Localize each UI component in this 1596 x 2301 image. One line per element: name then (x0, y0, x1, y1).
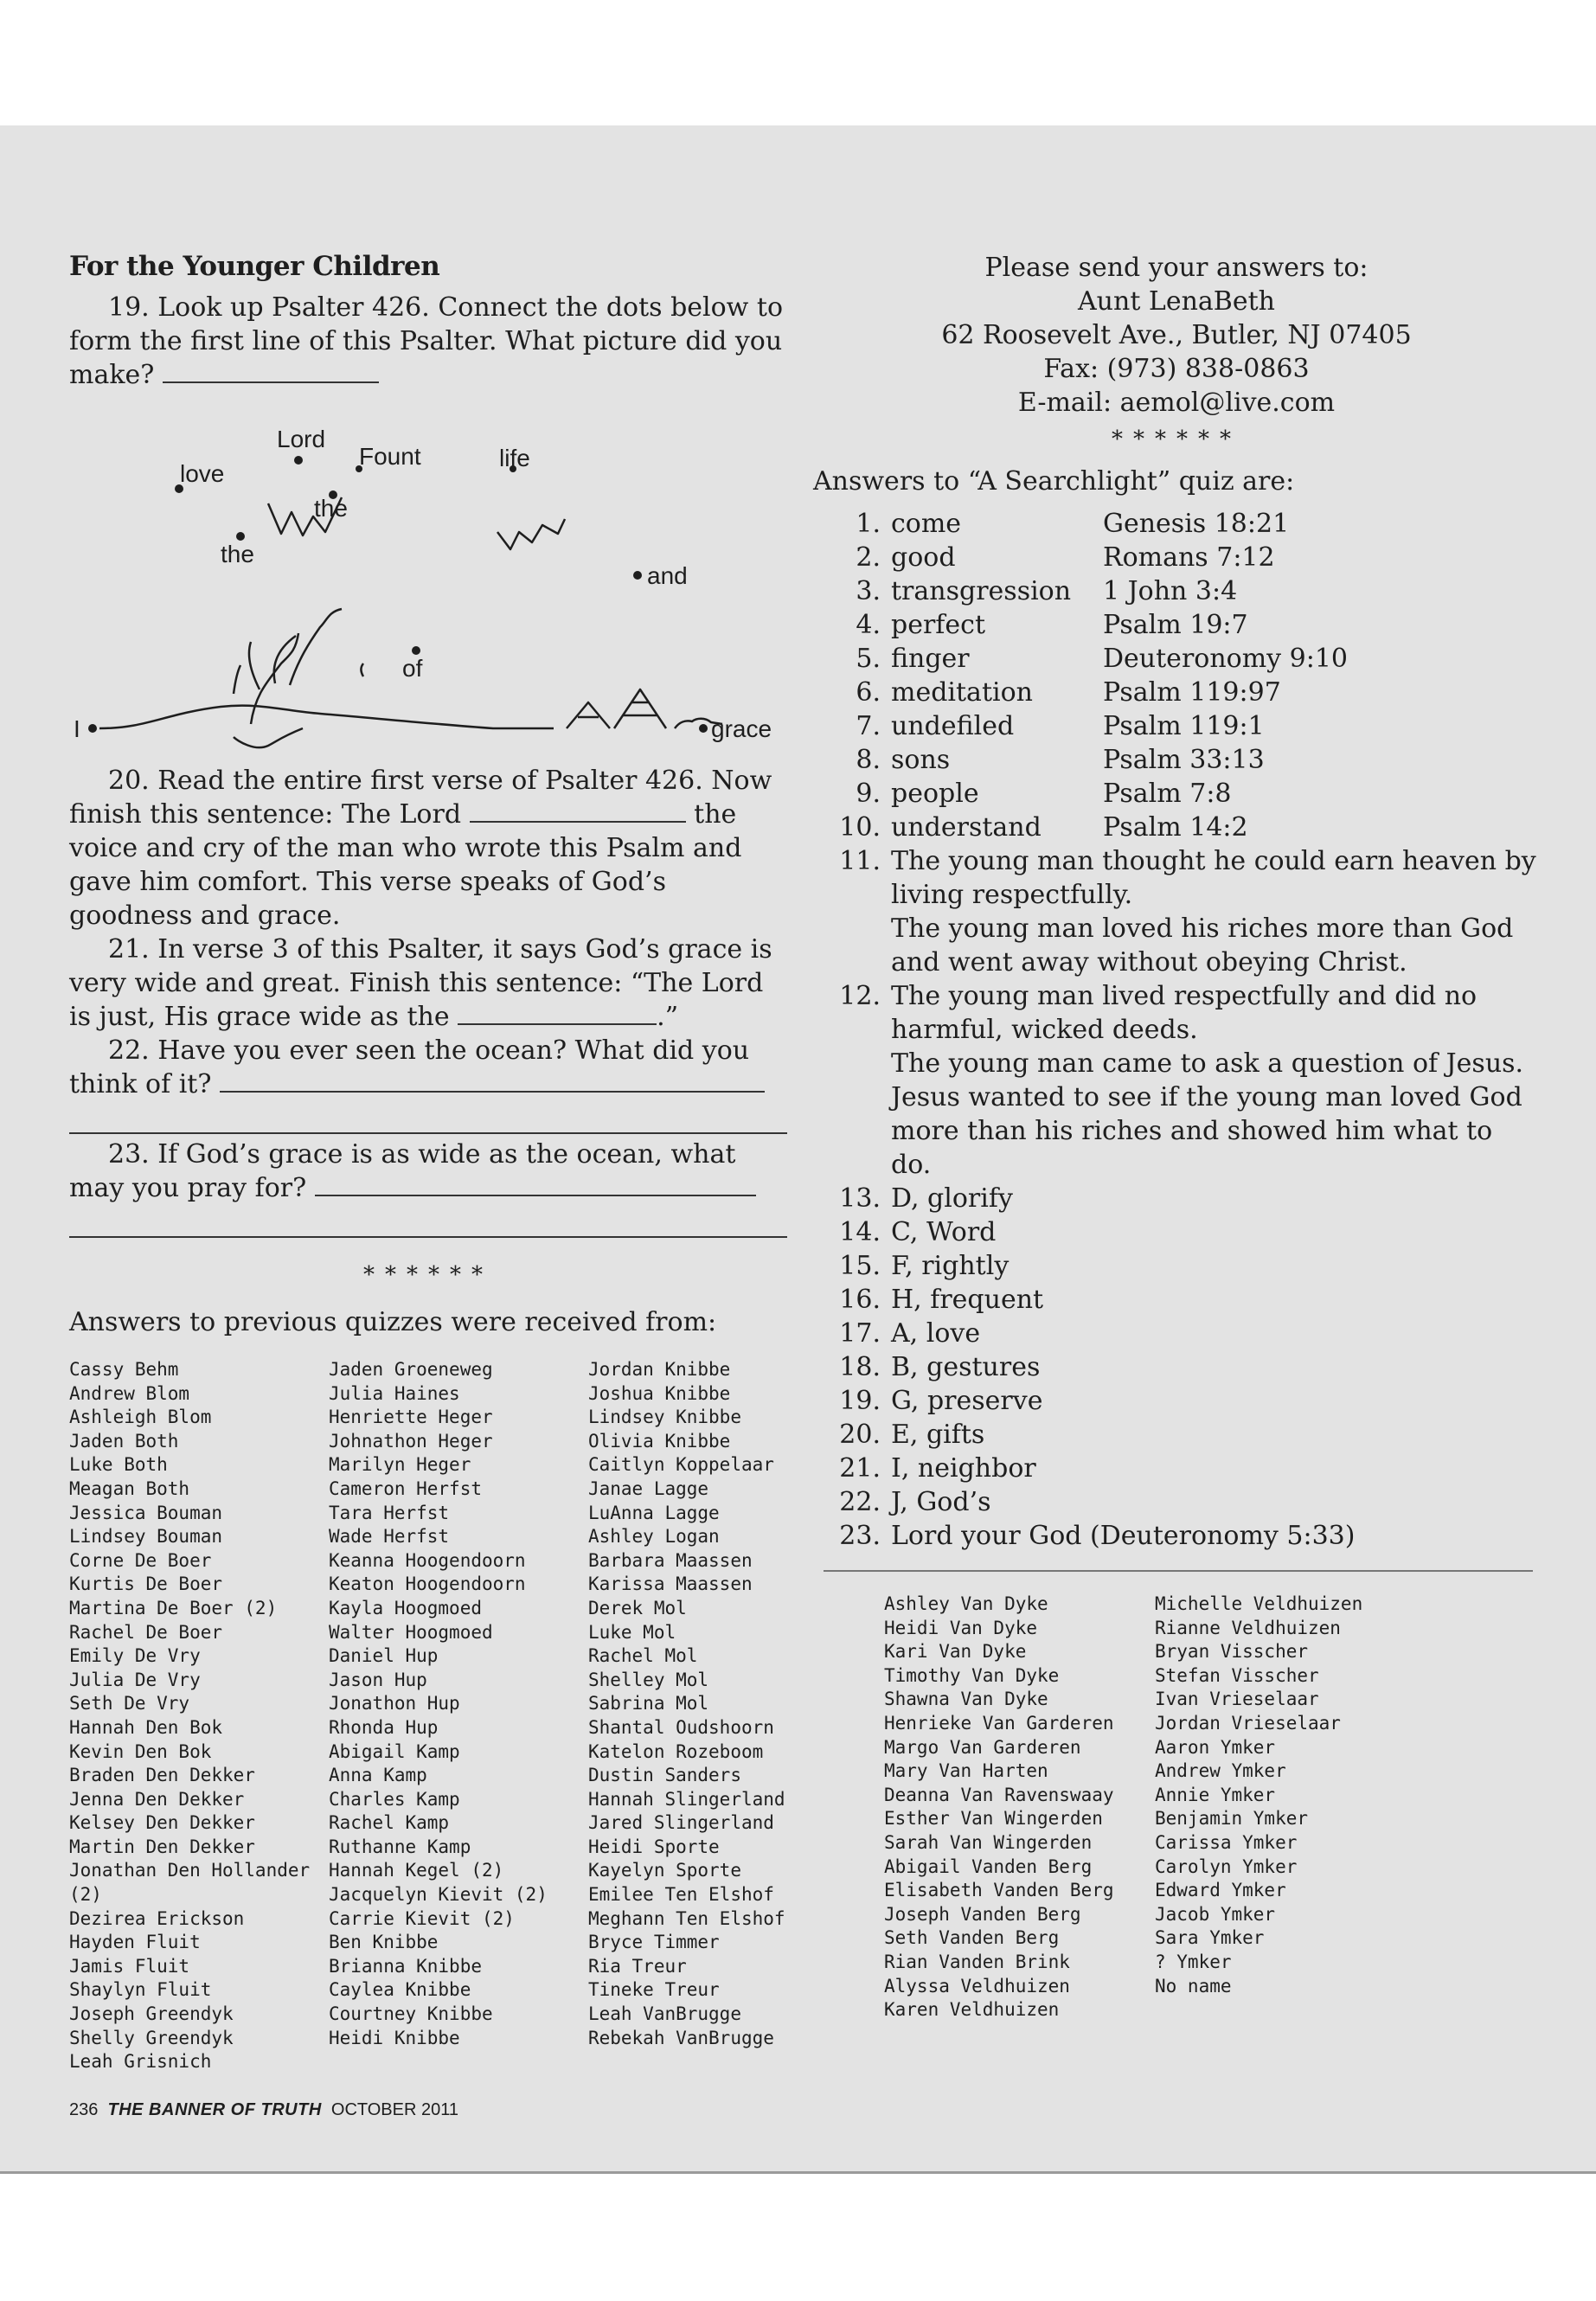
list-item: Edward Ymker (1155, 1880, 1286, 1901)
list-item: Jenna Den Dekker (69, 1788, 245, 1810)
list-item: Cameron Herfst (328, 1477, 482, 1499)
list-item: Meagan Both (69, 1477, 190, 1499)
list-item: Anna Kamp (328, 1765, 427, 1786)
list-item: Rachel De Boer (69, 1621, 223, 1643)
list-item: Shawna Van Dyke (884, 1689, 1048, 1710)
list-item: Janae Lagge (587, 1477, 709, 1499)
list-item: Jason Hup (328, 1669, 427, 1690)
list-item: Shelley Mol (587, 1669, 709, 1690)
list-item: Sabrina Mol (587, 1693, 709, 1715)
list-item: Lindsey Knibbe (587, 1407, 741, 1428)
list-item: Heidi Van Dyke (884, 1617, 1038, 1638)
list-item: Abigail Kamp (328, 1740, 460, 1762)
answer-number: 18. (839, 1352, 881, 1382)
answer-row (813, 1485, 1540, 1519)
answer-reference: Psalm 119:1 (1103, 711, 1265, 741)
answer-blank-21[interactable] (458, 1003, 657, 1025)
answer-row (813, 1519, 1540, 1553)
answer-number: 9. (856, 779, 881, 809)
list-item: Rhonda Hup (328, 1716, 439, 1738)
dot-label-life: life (499, 445, 530, 471)
answer-12: 12. The young man lived respectfully and did no harmful, wicked deeds. The young man came to ask a question of Jesus. Jesus wanted to see if the young man loved God more than his riches and showed him what to do. (839, 981, 1524, 1180)
dot-label-love: love (180, 460, 225, 487)
answer-number: 14. (839, 1217, 881, 1247)
answer-blank-22[interactable] (220, 1070, 765, 1093)
answer-word: undefiled (891, 711, 1015, 741)
list-item: Heidi Sporte (587, 1836, 720, 1857)
answer-line-23[interactable] (69, 1205, 787, 1238)
question-20: 20. Read the entire first verse of Psalter 426. Now finish this sentence: The Lord the voice and cry of the man who wrote this Psalm and gave him comfort. This verse speaks of God’s goodness and grace. (69, 766, 772, 931)
answer-reference: Psalm 33:13 (1103, 745, 1265, 775)
names-column-1 (69, 1358, 329, 2074)
answer-number: 6. (856, 677, 881, 708)
question-23: 23. If God’s grace is as wide as the ocean, what may you pray for? (69, 1138, 787, 1205)
answer-text: F, rightly (891, 1251, 1010, 1281)
answer-row (813, 1249, 1540, 1283)
list-item: Jacquelyn Kievit (2) (328, 1884, 548, 1906)
contact-address: 62 Roosevelt Ave., Butler, NJ 07405 (941, 320, 1412, 350)
answer-number: 13. (839, 1183, 881, 1214)
list-item: Margo Van Garderen (884, 1736, 1081, 1758)
list-item: Meghann Ten Elshof (587, 1907, 785, 1929)
answer-word: sons (891, 745, 951, 775)
answer-number: 4. (856, 610, 881, 640)
answer-text: D, glorify (891, 1183, 1013, 1214)
list-item: Jonathan Den Hollander (2) (69, 1860, 311, 1906)
answer-text: J, God’s (891, 1487, 991, 1517)
list-item: Alyssa Veldhuizen (884, 1975, 1070, 1997)
answer-number: 3. (856, 576, 881, 606)
list-item: Julia Haines (328, 1382, 460, 1404)
list-item: Tineke Treur (587, 1979, 720, 2001)
list-item: Rachel Mol (587, 1645, 698, 1667)
answer-text: A, love (891, 1318, 981, 1349)
list-item: Caylea Knibbe (328, 1979, 471, 2001)
list-item: Ruthanne Kamp (328, 1836, 471, 1857)
dot-label-i: I (74, 715, 80, 742)
list-item: Aaron Ymker (1155, 1736, 1276, 1758)
list-item: Henriette Heger (328, 1407, 493, 1428)
question-21: 21. In verse 3 of this Psalter, it says God’s grace is very wide and great. Finish this sentence: “The Lord is just, His grace wide as the .” (69, 934, 772, 1032)
answer-number: 20. (839, 1420, 881, 1450)
list-item: Emily De Vry (69, 1645, 201, 1667)
list-item: Leah Grisnich (69, 2051, 212, 2073)
list-item: Hannah Den Bok (69, 1716, 223, 1738)
list-item: Bryan Visscher (1155, 1641, 1309, 1663)
question-19: 19. Look up Psalter 426. Connect the dots below to form the first line of this Psalter. What picture did you make? (69, 292, 784, 390)
list-item: Jonathon Hup (328, 1693, 460, 1715)
list-item: Ashley Logan (587, 1526, 720, 1548)
list-item: Andrew Ymker (1155, 1760, 1286, 1782)
answer-row (813, 608, 1540, 642)
answer-word: perfect (891, 610, 986, 640)
list-item: No name (1155, 1975, 1232, 1997)
answer-row (813, 1283, 1540, 1317)
magazine-title: THE BANNER OF TRUTH (107, 2100, 322, 2119)
answer-text: I, neighbor (891, 1453, 1036, 1484)
list-item: Corne De Boer (69, 1549, 212, 1571)
issue-date: OCTOBER 2011 (330, 2100, 458, 2119)
list-item: Rian Vanden Brink (884, 1951, 1070, 1972)
contact-intro: Please send your answers to: (984, 253, 1368, 283)
answer-word: finger (891, 644, 970, 674)
list-item: Johnathon Heger (328, 1430, 493, 1452)
separator-stars-right: ****** (1112, 426, 1241, 452)
list-item: Keaton Hoogendoorn (328, 1574, 526, 1595)
list-item: Joseph Greendyk (69, 2003, 234, 2025)
searchlight-answers (813, 507, 1540, 1553)
list-item: Marilyn Heger (328, 1454, 471, 1476)
connect-the-dots-puzzle (69, 395, 787, 759)
list-item: Karen Veldhuizen (884, 1999, 1060, 2021)
answer-blank-19[interactable] (163, 361, 379, 383)
answer-row (813, 777, 1540, 811)
names-list-left (69, 1358, 787, 2074)
answer-number: 7. (856, 711, 881, 741)
list-item: Joseph Vanden Berg (884, 1903, 1081, 1925)
list-item: Seth De Vry (69, 1693, 190, 1715)
answer-reference: Genesis 18:21 (1103, 509, 1290, 539)
answer-row (813, 1350, 1540, 1384)
list-item: Seth Vanden Berg (884, 1927, 1060, 1949)
answer-row (813, 541, 1540, 574)
dot-label-the-2: the (221, 541, 254, 567)
answer-word: transgression (891, 576, 1072, 606)
answer-row (813, 1418, 1540, 1452)
list-item: Kayla Hoogmoed (328, 1597, 482, 1618)
list-item: Martina De Boer (2) (69, 1597, 278, 1618)
answer-reference: Psalm 14:2 (1103, 812, 1248, 843)
divider-line (824, 1570, 1533, 1572)
list-item: Sarah Van Wingerden (884, 1831, 1093, 1853)
list-item: Mary Van Harten (884, 1760, 1048, 1782)
list-item: Jamis Fluit (69, 1955, 190, 1977)
answer-row (813, 1182, 1540, 1215)
list-item: Annie Ymker (1155, 1784, 1276, 1805)
answer-word: come (891, 509, 962, 539)
list-item: Abigail Vanden Berg (884, 1856, 1093, 1877)
list-item: Deanna Van Ravenswaay (884, 1784, 1114, 1805)
list-item: Ben Knibbe (328, 1932, 439, 1953)
answer-reference: Psalm 119:97 (1103, 677, 1281, 708)
names-column-3 (588, 1358, 787, 2074)
answer-number: 17. (839, 1318, 881, 1349)
answer-number: 21. (839, 1453, 881, 1484)
list-item: Olivia Knibbe (587, 1430, 731, 1452)
received-heading: Answers to previous quizzes were received from: (69, 1307, 717, 1337)
list-item: Walter Hoogmoed (328, 1621, 493, 1643)
list-item: Daniel Hup (328, 1645, 439, 1667)
answer-number: 23. (839, 1521, 881, 1551)
dot-label-of: of (402, 655, 423, 682)
list-item: Henrieke Van Garderen (884, 1712, 1114, 1734)
list-item: Katelon Rozeboom (587, 1740, 764, 1762)
list-item: Jordan Vrieselaar (1155, 1712, 1341, 1734)
answer-row (813, 1215, 1540, 1249)
list-item: Rachel Kamp (328, 1812, 450, 1834)
list-item: Leah VanBrugge (587, 2003, 741, 2025)
answer-row (813, 743, 1540, 777)
list-item: Hannah Kegel (2) (328, 1860, 504, 1881)
answer-text: Lord your God (Deuteronomy 5:33) (891, 1521, 1356, 1551)
dot-label-grace: grace (711, 715, 772, 742)
list-item: Esther Van Wingerden (884, 1808, 1103, 1830)
left-column (69, 251, 787, 2074)
remaining-answers (813, 1182, 1540, 1553)
list-item: Shelly Greendyk (69, 2027, 234, 2048)
answer-row (813, 1384, 1540, 1418)
list-item: ? Ymker (1155, 1951, 1232, 1972)
list-item: Elisabeth Vanden Berg (884, 1880, 1114, 1901)
answer-blank-20[interactable] (470, 800, 686, 823)
separator-stars: ****** (363, 1262, 493, 1288)
dot-label-the-1: the (314, 495, 348, 522)
list-item: Cassy Behm (69, 1359, 179, 1380)
list-item: Carrie Kievit (2) (328, 1907, 515, 1929)
answer-number: 10. (839, 812, 881, 843)
list-item: Kevin Den Bok (69, 1740, 212, 1762)
list-item: Julia De Vry (69, 1669, 201, 1690)
list-item: Jessica Bouman (69, 1502, 223, 1523)
answer-reference: Deuteronomy 9:10 (1103, 644, 1349, 674)
answer-number: 8. (856, 745, 881, 775)
list-item: Stefan Visscher (1155, 1664, 1319, 1686)
list-item: Lindsey Bouman (69, 1526, 223, 1548)
answer-row (813, 574, 1540, 608)
list-item: Wade Herfst (328, 1526, 450, 1548)
contact-name: Aunt LenaBeth (1078, 286, 1275, 317)
list-item: Kurtis De Boer (69, 1574, 223, 1595)
answer-row (813, 676, 1540, 709)
list-item: LuAnna Lagge (587, 1502, 720, 1523)
list-item: Sara Ymker (1155, 1927, 1265, 1949)
list-item: Luke Both (69, 1454, 168, 1476)
answer-text: G, preserve (891, 1386, 1043, 1416)
answer-text: B, gestures (891, 1352, 1041, 1382)
list-item: Braden Den Dekker (69, 1765, 255, 1786)
answer-blank-23[interactable] (315, 1174, 756, 1196)
answer-row (813, 507, 1540, 541)
dot-label-lord: Lord (277, 426, 326, 452)
list-item: Jordan Knibbe (587, 1359, 731, 1380)
list-item: Kayelyn Sporte (587, 1860, 741, 1881)
list-item: Brianna Knibbe (328, 1955, 482, 1977)
answer-reference: Psalm 7:8 (1103, 779, 1232, 809)
searchlight-heading: Answers to “A Searchlight” quiz are: (813, 466, 1295, 497)
contact-block (813, 251, 1540, 452)
names-column-5 (1155, 1593, 1397, 2022)
list-item: Dezirea Erickson (69, 1907, 245, 1929)
short-answers (813, 507, 1540, 844)
list-item: Karissa Maassen (587, 1574, 753, 1595)
answer-reference: Psalm 19:7 (1103, 610, 1248, 640)
list-item: Barbara Maassen (587, 1549, 753, 1571)
list-item: Tara Herfst (328, 1502, 450, 1523)
list-item: Dustin Sanders (587, 1765, 741, 1786)
list-item: Carissa Ymker (1155, 1831, 1298, 1853)
list-item: Hayden Fluit (69, 1932, 201, 1953)
list-item: Ivan Vrieselaar (1155, 1689, 1319, 1710)
answer-reference: Romans 7:12 (1103, 542, 1275, 573)
answer-number: 19. (839, 1386, 881, 1416)
list-item: Joshua Knibbe (587, 1382, 731, 1404)
list-item: Shaylyn Fluit (69, 1979, 212, 2001)
answer-11: 11. The young man thought he could earn heaven by living respectfully. The young man loved his riches more than God and went away without obeying Christ. (839, 846, 1536, 977)
names-column-2 (329, 1358, 588, 2074)
answer-row (813, 709, 1540, 743)
list-item: Michelle Veldhuizen (1155, 1593, 1363, 1614)
answer-row (813, 1317, 1540, 1350)
page-number: 236 (69, 2100, 99, 2119)
list-item: Timothy Van Dyke (884, 1664, 1060, 1686)
page-edge (0, 2171, 1596, 2174)
list-item: Bryce Timmer (587, 1932, 720, 1953)
answer-number: 5. (856, 644, 881, 674)
right-column (813, 251, 1540, 2022)
answer-word: good (891, 542, 956, 573)
dot-label-fount: Fount (359, 443, 421, 470)
answer-word: understand (891, 812, 1042, 843)
names-list-right (884, 1593, 1540, 2022)
list-item: Jared Slingerland (587, 1812, 774, 1834)
list-item: Derek Mol (587, 1597, 687, 1618)
answer-number: 15. (839, 1251, 881, 1281)
answer-line-22[interactable] (69, 1101, 787, 1134)
partial-picture-lines (99, 497, 722, 747)
answer-number: 16. (839, 1285, 881, 1315)
dot-label-and: and (647, 562, 688, 589)
list-item: Charles Kamp (328, 1788, 460, 1810)
answer-row (813, 642, 1540, 676)
answer-word: meditation (891, 677, 1033, 708)
question-22: 22. Have you ever seen the ocean? What did you think of it? (69, 1034, 787, 1101)
list-item: Benjamin Ymker (1155, 1808, 1309, 1830)
list-item: Hannah Slingerland (587, 1788, 785, 1810)
list-item: Martin Den Dekker (69, 1836, 255, 1857)
list-item: Rebekah VanBrugge (587, 2027, 774, 2048)
list-item: Shantal Oudshoorn (587, 1716, 774, 1738)
list-item: Carolyn Ymker (1155, 1856, 1298, 1877)
list-item: Jaden Both (69, 1430, 179, 1452)
list-item: Emilee Ten Elshof (587, 1884, 774, 1906)
names-column-4 (884, 1593, 1155, 2022)
section-heading: For the Younger Children (69, 251, 440, 282)
list-item: Jaden Groeneweg (328, 1359, 493, 1380)
list-item: Keanna Hoogendoorn (328, 1549, 526, 1571)
list-item: Heidi Knibbe (328, 2027, 460, 2048)
list-item: Caitlyn Koppelaar (587, 1454, 774, 1476)
answer-text: H, frequent (891, 1285, 1044, 1315)
list-item: Rianne Veldhuizen (1155, 1617, 1341, 1638)
page-footer (69, 2100, 458, 2120)
answer-row (813, 811, 1540, 844)
list-item: Jacob Ymker (1155, 1903, 1276, 1925)
answer-word: people (891, 779, 979, 809)
list-item: Ashley Van Dyke (884, 1593, 1048, 1614)
answer-number: 2. (856, 542, 881, 573)
answer-text: C, Word (891, 1217, 997, 1247)
answer-number: 22. (839, 1487, 881, 1517)
contact-email[interactable]: E-mail: aemol@live.com (1017, 388, 1336, 418)
contact-fax: Fax: (973) 838-0863 (1043, 354, 1310, 384)
list-item: Ria Treur (587, 1955, 687, 1977)
list-item: Courtney Knibbe (328, 2003, 493, 2025)
list-item: Kelsey Den Dekker (69, 1812, 255, 1834)
list-item: Luke Mol (587, 1621, 676, 1643)
list-item: Kari Van Dyke (884, 1641, 1027, 1663)
answer-row (813, 1452, 1540, 1485)
answer-text: E, gifts (891, 1420, 985, 1450)
list-item: Andrew Blom (69, 1382, 190, 1404)
answer-reference: 1 John 3:4 (1103, 576, 1238, 606)
list-item: Ashleigh Blom (69, 1407, 212, 1428)
answer-number: 1. (856, 509, 881, 539)
